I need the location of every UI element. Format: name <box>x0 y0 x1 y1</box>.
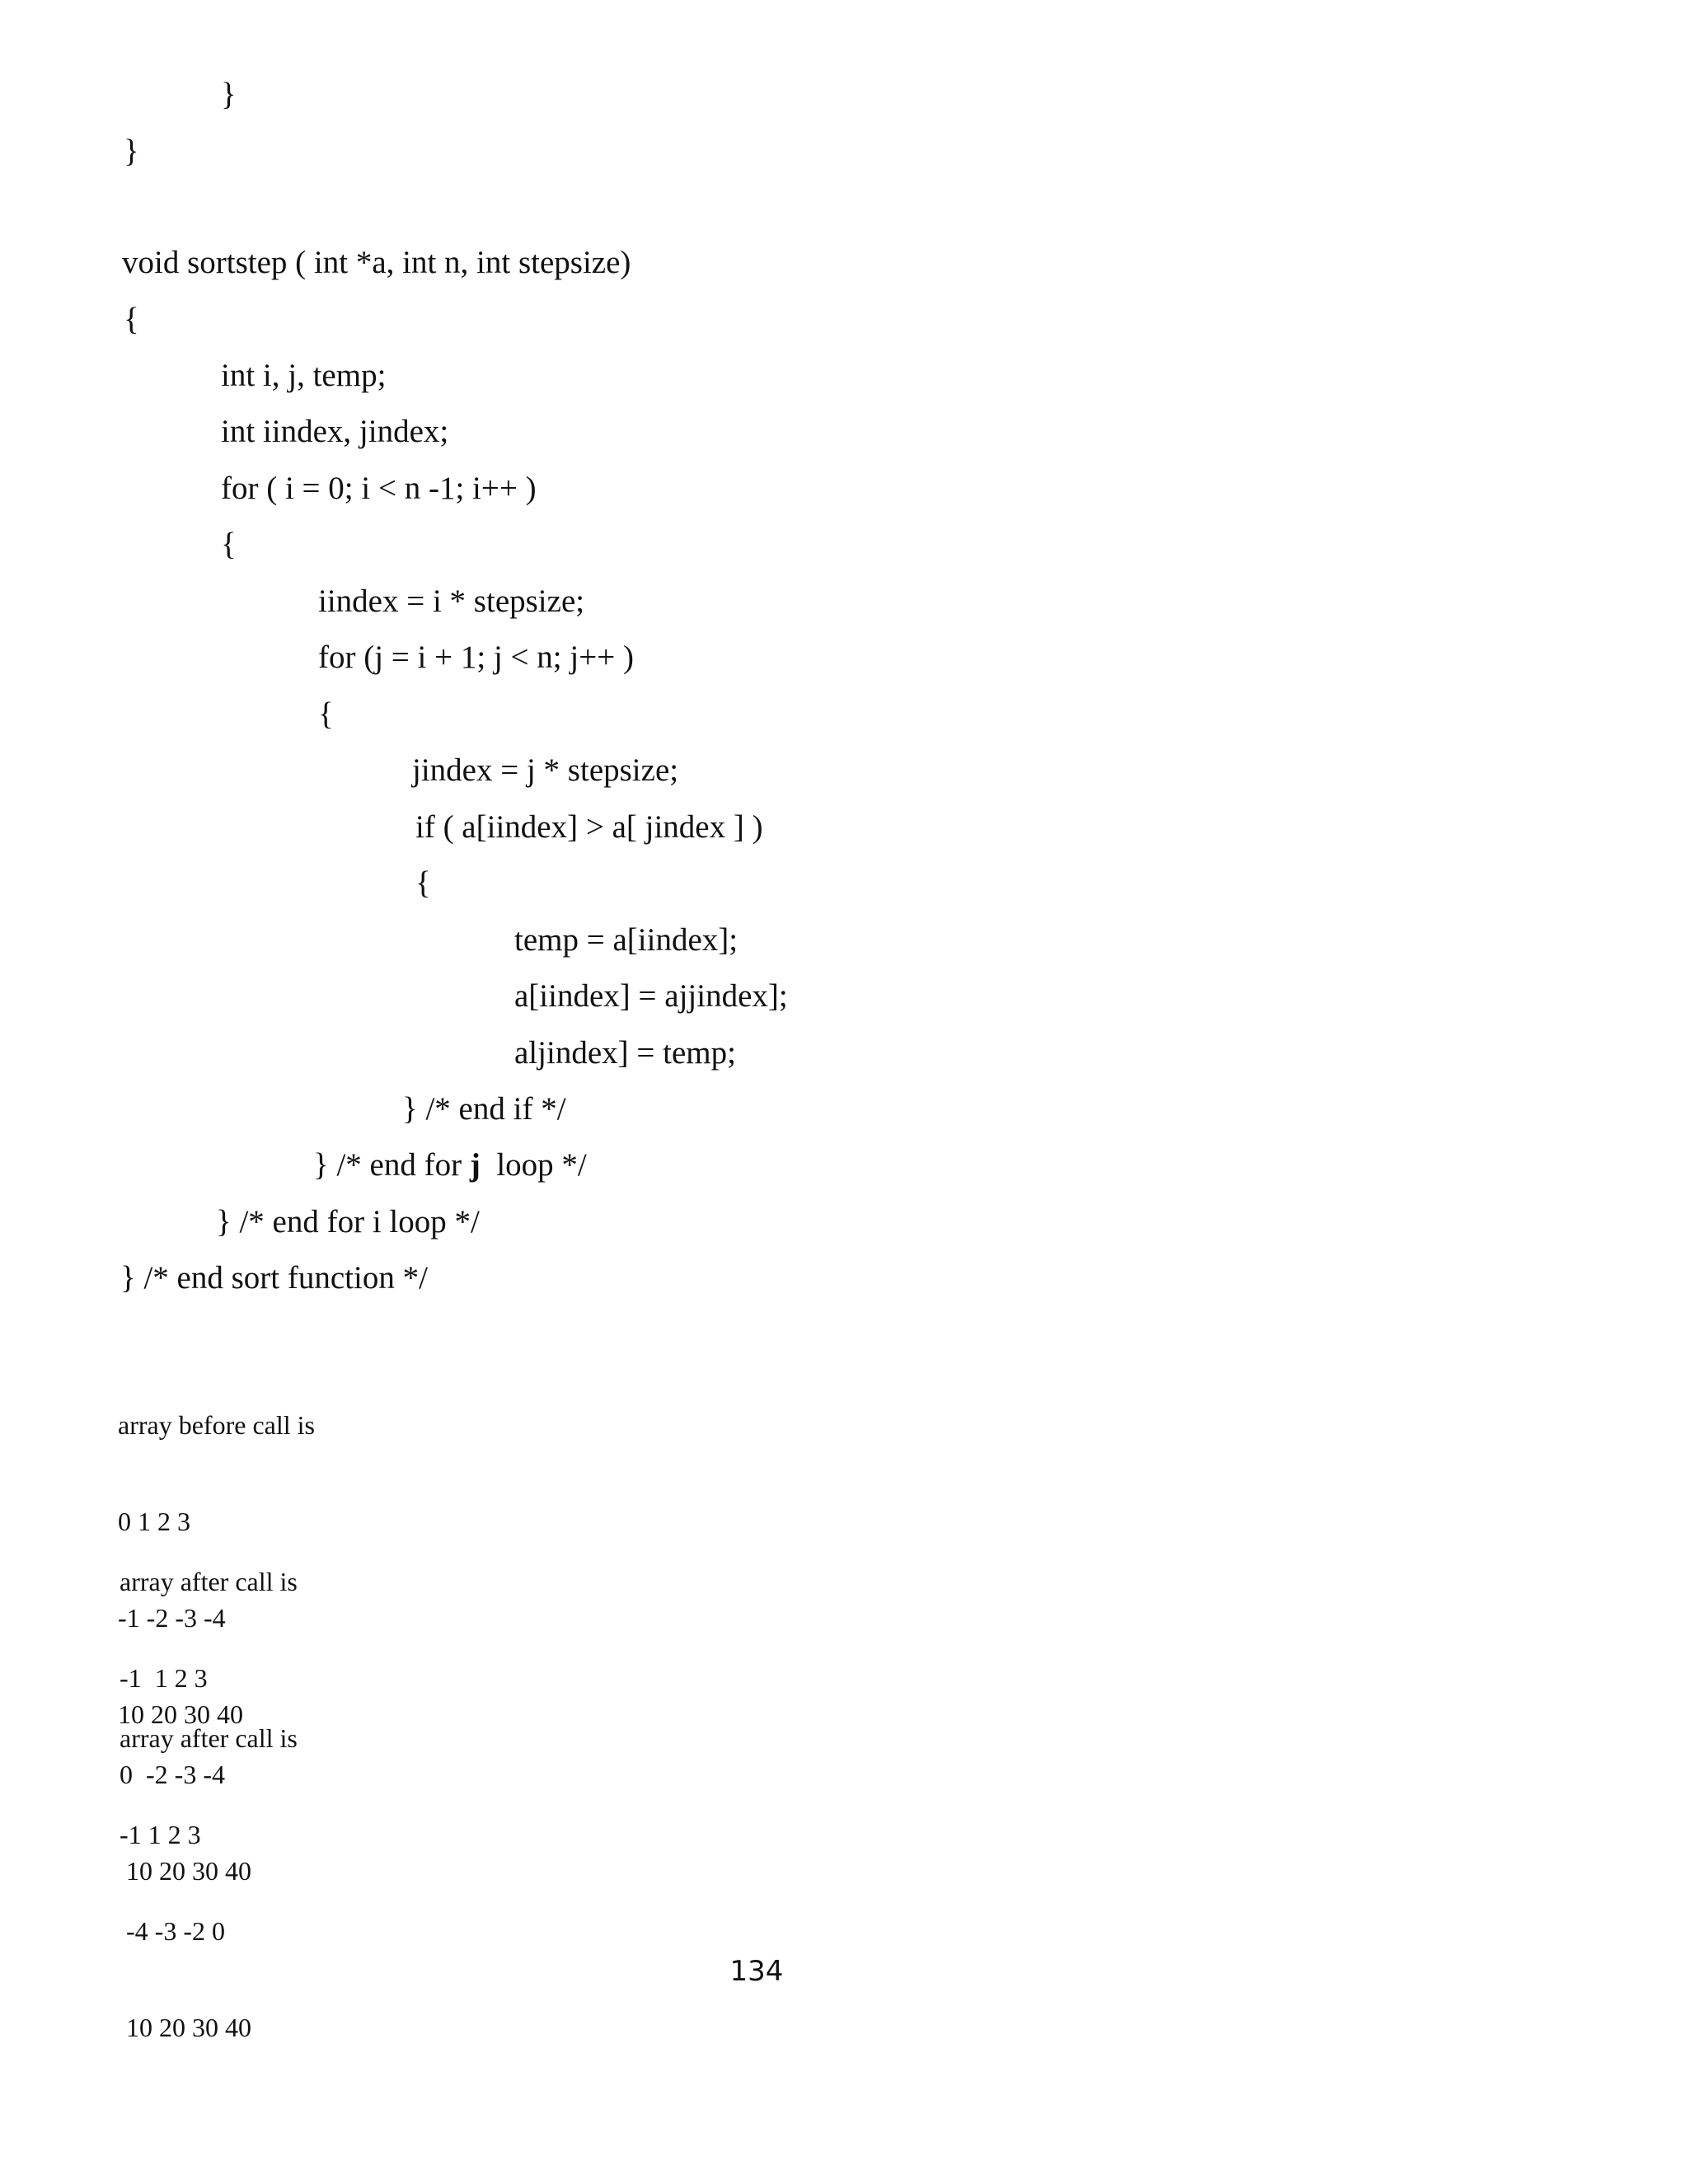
bold-loop-variable: j <box>469 1147 481 1183</box>
code-line: int iindex, jindex; <box>221 414 449 449</box>
output-row: 0 -2 -3 -4 <box>120 1760 225 1789</box>
code-text: } /* end for <box>313 1147 470 1183</box>
code-line: iindex = i * stepsize; <box>318 583 585 619</box>
output-row: -1 -2 -3 -4 <box>118 1603 226 1633</box>
output-row: 0 1 2 3 <box>118 1507 190 1536</box>
code-line: for (j = i + 1; j < n; j++ ) <box>318 640 634 675</box>
code-line: for ( i = 0; i < n -1; i++ ) <box>221 471 537 506</box>
code-line: } <box>221 77 237 112</box>
code-line: } /* end for i loop */ <box>216 1204 480 1240</box>
code-line: int i, j, temp; <box>221 358 387 393</box>
output-row: -1 1 2 3 <box>120 1820 201 1849</box>
code-line <box>313 1146 587 1185</box>
code-line: { <box>415 865 431 901</box>
output-heading: array after call is <box>120 1567 298 1596</box>
code-line: { <box>318 696 334 732</box>
code-text: loop */ <box>480 1147 587 1183</box>
output-row: 10 20 30 40 <box>118 1699 243 1729</box>
code-line: } <box>124 134 139 169</box>
output-heading: array before call is <box>118 1410 315 1440</box>
code-line: aljindex] = temp; <box>514 1035 736 1071</box>
code-line: } /* end if */ <box>402 1091 566 1127</box>
output-row: 10 20 30 40 <box>120 2013 251 2042</box>
code-line: } /* end sort function */ <box>120 1260 428 1296</box>
output-row: 10 20 30 40 <box>120 1856 251 1886</box>
page-number: 134 <box>729 1955 784 1988</box>
output-row: -4 -3 -2 0 <box>120 1916 225 1946</box>
code-line: temp = a[iindex]; <box>514 922 738 958</box>
output-heading: array after call is <box>120 1723 298 1753</box>
code-line: jindex = j * stepsize; <box>412 752 679 788</box>
code-line: if ( a[iindex] > a[ jindex ] ) <box>415 809 763 845</box>
output-row: -1 1 2 3 <box>120 1663 208 1693</box>
function-signature: void sortstep ( int *a, int n, int stepsize) <box>122 245 631 280</box>
code-line: { <box>124 302 139 337</box>
output-after-2 <box>120 1658 298 2076</box>
code-line: { <box>221 527 237 562</box>
code-line: a[iindex] = ajjindex]; <box>514 978 788 1014</box>
